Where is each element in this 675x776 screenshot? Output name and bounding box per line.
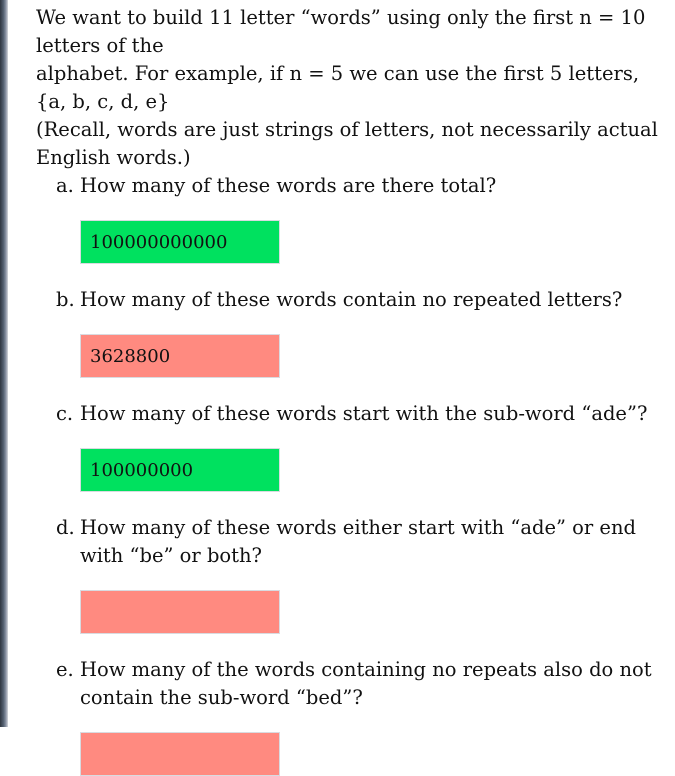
question-a <box>36 172 664 264</box>
window-left-edge <box>0 0 8 727</box>
answer-input-c[interactable]: 100000000 <box>80 448 280 492</box>
answer-input-e[interactable] <box>80 732 280 776</box>
question-text: How many of these words either start with “ade” or end with “be” or both? <box>80 516 637 567</box>
answer-input-a[interactable]: 100000000000 <box>80 220 280 264</box>
question-marker: e. <box>56 658 74 681</box>
question-text: How many of these words contain no repeated letters? <box>80 288 623 311</box>
question-text: How many of these words start with the sub-word “ade”? <box>80 402 648 425</box>
question-text: How many of these words are there total? <box>80 174 497 197</box>
question-e <box>36 656 664 776</box>
question-c <box>36 400 664 492</box>
answer-input-d[interactable] <box>80 590 280 634</box>
problem-intro <box>36 4 664 172</box>
question-marker: a. <box>56 174 74 197</box>
question-marker: c. <box>56 402 74 425</box>
question-b <box>36 286 664 378</box>
question-marker: b. <box>56 288 75 311</box>
intro-line-2: alphabet. For example, if n = 5 we can use the first 5 letters, {a, b, c, d, e} <box>36 62 640 113</box>
question-marker: d. <box>56 516 75 539</box>
question-text: How many of the words containing no repeats also do not contain the sub-word “bed”? <box>80 658 652 709</box>
question-list <box>36 172 664 776</box>
problem-content <box>36 4 664 776</box>
answer-input-b[interactable]: 3628800 <box>80 334 280 378</box>
intro-line-1: We want to build 11 letter “words” using only the first n = 10 letters of the <box>36 6 646 57</box>
question-d <box>36 514 664 634</box>
intro-line-3: (Recall, words are just strings of letters, not necessarily actual English words.) <box>36 118 658 169</box>
